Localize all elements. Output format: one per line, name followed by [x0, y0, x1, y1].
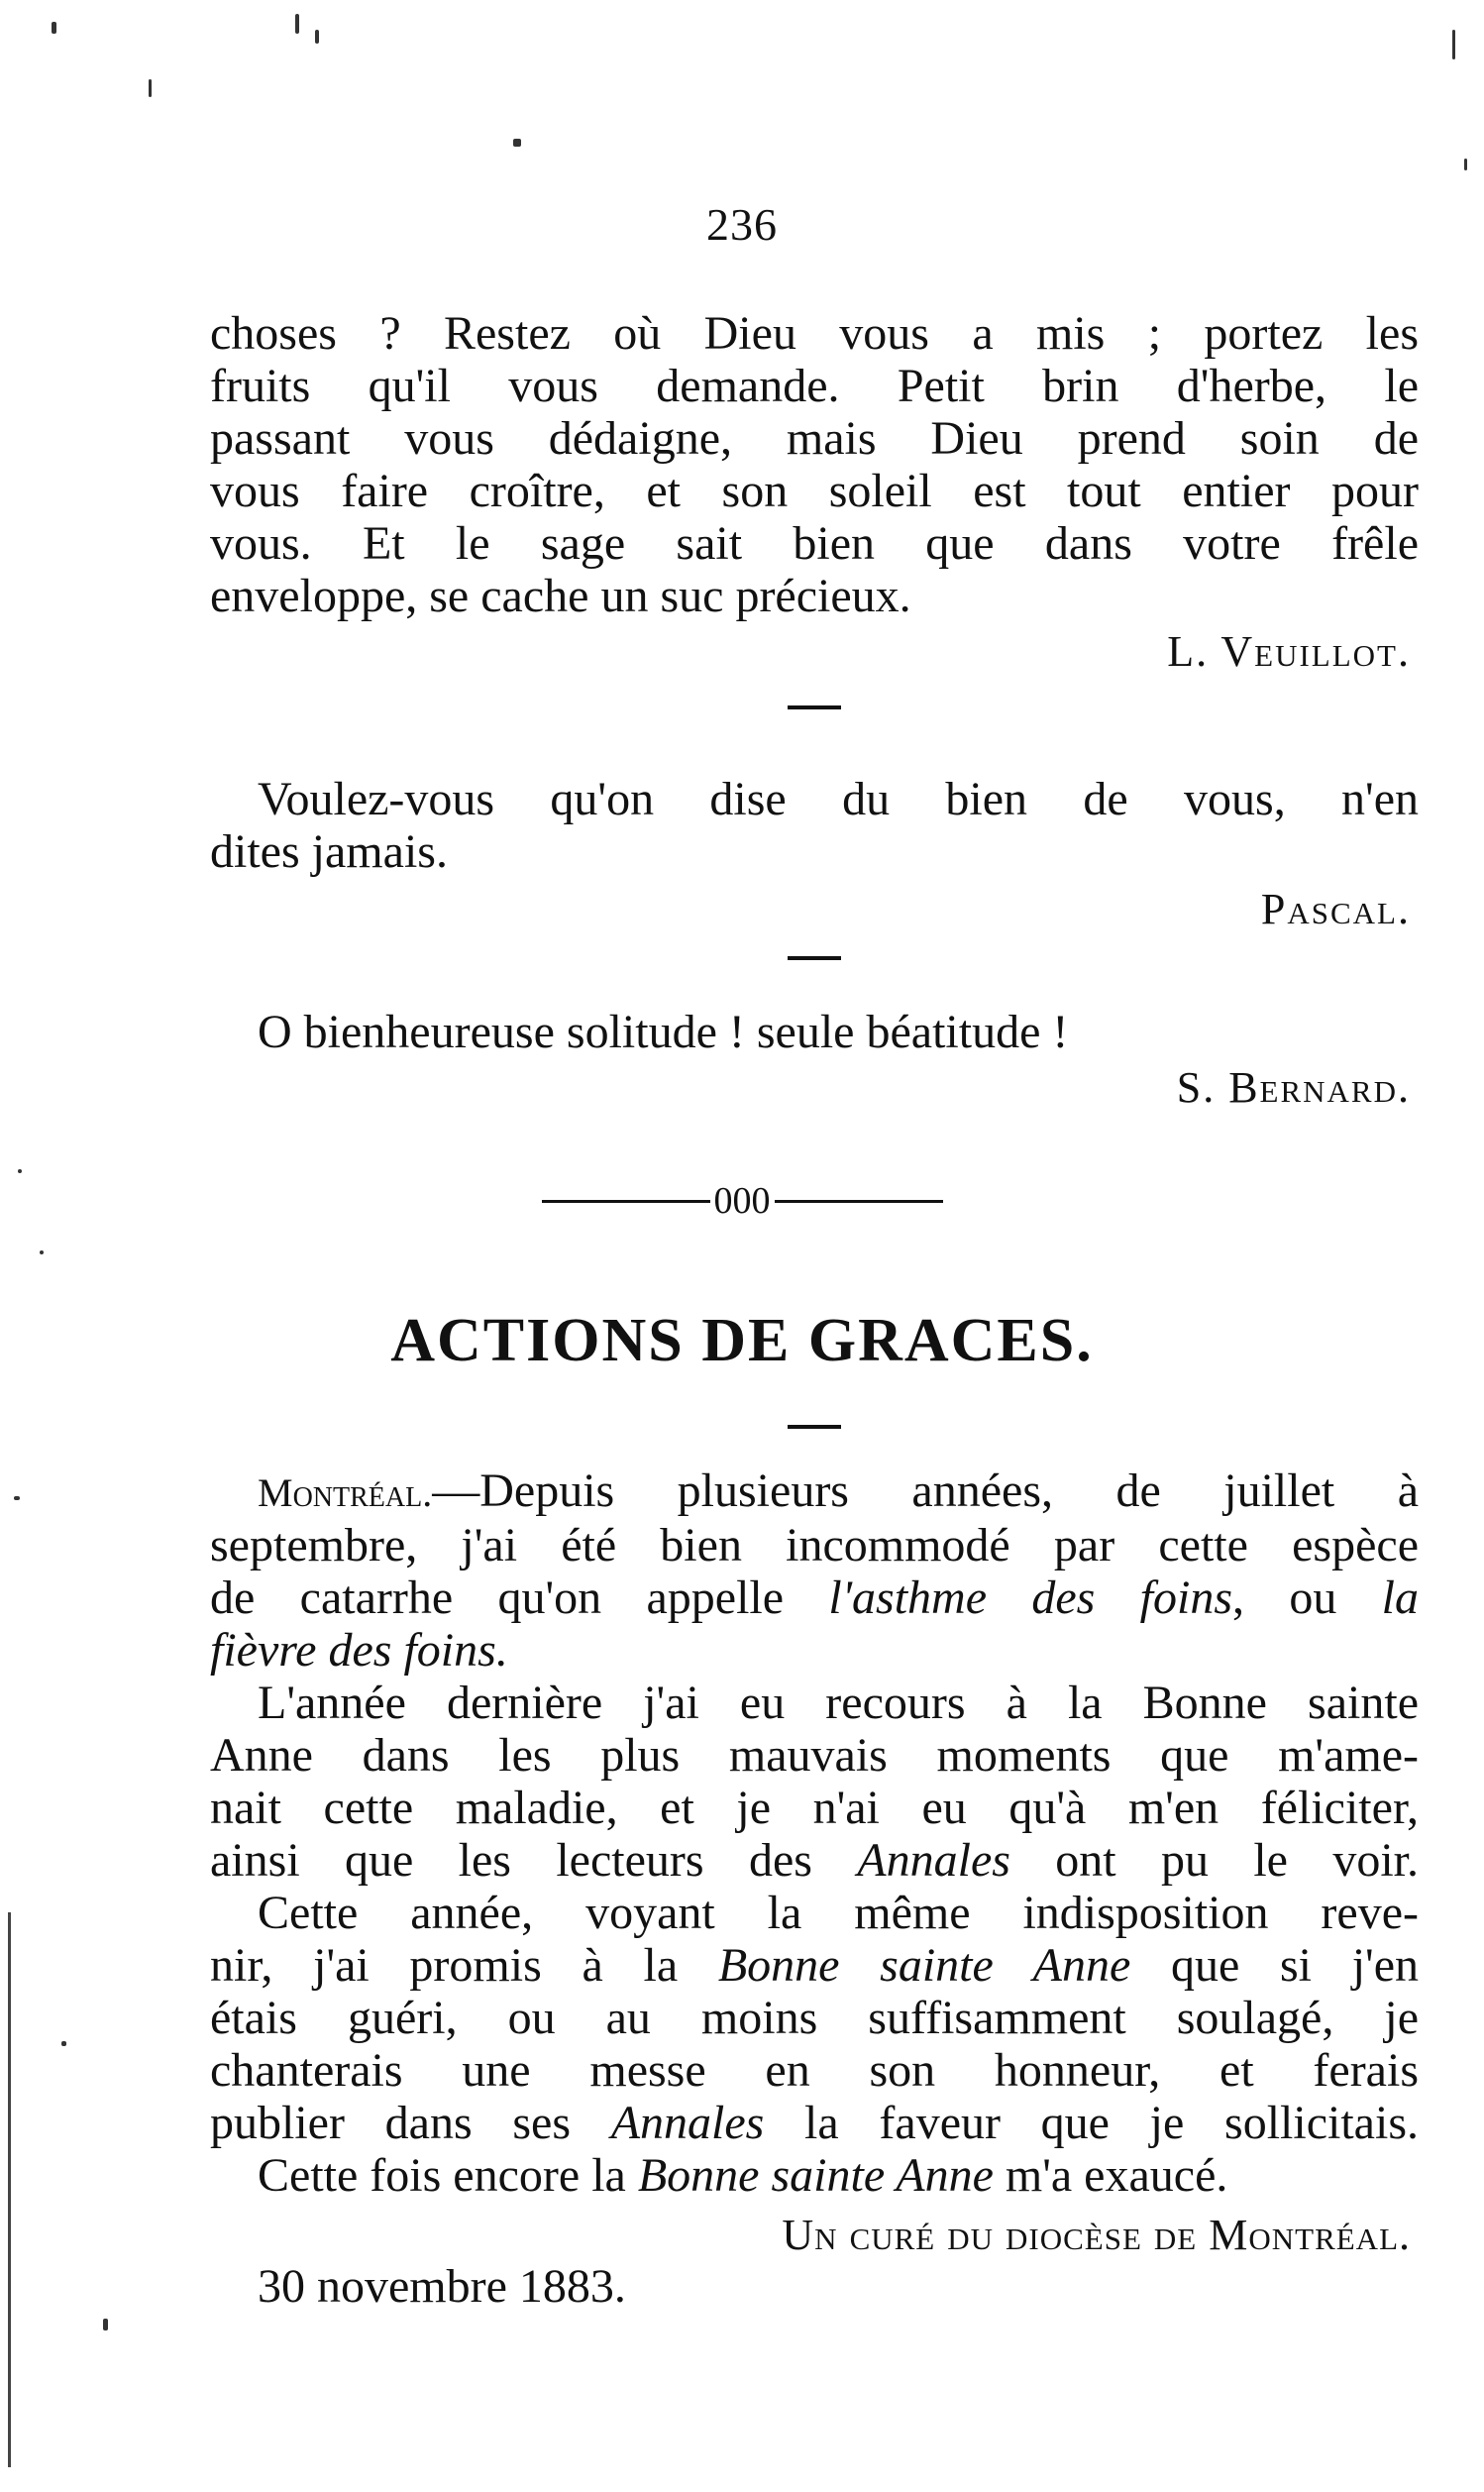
bernard-attribution: S. Bernard.: [1176, 1063, 1411, 1112]
veuillot-paragraph: [210, 307, 1419, 622]
text-run: Cette fois encore la: [258, 2149, 638, 2202]
text-run: que si j'en: [1130, 1939, 1419, 1992]
separator-dash: [788, 1425, 841, 1429]
text-line: dites jamais.: [210, 825, 448, 878]
text-run: , ou: [1232, 1571, 1382, 1624]
paragraph-1: [210, 1464, 1419, 1677]
text-line: nait cette maladie, et je n'ai eu qu'à m'en féliciter,: [210, 1782, 1419, 1834]
text-run: ont pu le voir.: [1009, 1834, 1420, 1887]
text-line: Cette année, voyant la même indisposition reve-: [258, 1887, 1419, 1939]
pascal-paragraph: [210, 773, 1419, 878]
italic-run: la: [1381, 1571, 1420, 1624]
italic-run: Bonne sainte Anne: [717, 1939, 1131, 1992]
text-line: septembre, j'ai été bien incommodé par cette espèce: [210, 1519, 1419, 1571]
italic-run: Bonne sainte Anne: [637, 2149, 994, 2202]
bernard-quote: [210, 1006, 1419, 1113]
ornament-rule: [542, 1200, 710, 1203]
pascal-quote: [210, 773, 1419, 934]
scan-speck: [103, 2319, 108, 2330]
scan-speck: [513, 139, 521, 147]
text-line: O bienheureuse solitude ! seule béatitude !: [258, 1006, 1069, 1058]
scan-speck: [40, 1250, 44, 1254]
paragraph-4: [210, 2149, 1419, 2202]
text-line: étais guéri, ou au moins suffisamment soulagé, je: [210, 1992, 1419, 2044]
scan-speck: [315, 30, 319, 44]
italic-run: l'asthme des foins: [828, 1571, 1232, 1624]
scan-speck: [1452, 30, 1455, 59]
scan-margin-line: [8, 1912, 11, 2467]
italic-run: Annales: [857, 1834, 1010, 1887]
scan-speck: [1464, 159, 1467, 170]
page-number: 236: [706, 199, 778, 250]
text-line: [210, 2097, 1419, 2149]
text-line: fièvre des foins.: [210, 1624, 508, 1677]
section-title: ACTIONS DE GRACES.: [390, 1307, 1094, 1374]
ornament-text: 000: [713, 1180, 771, 1222]
scan-speck: [295, 14, 299, 34]
date: 30 novembre 1883.: [258, 2260, 626, 2313]
ornament-rule: [775, 1200, 943, 1203]
text-line: [210, 1464, 1419, 1519]
text-line: Anne dans les plus mauvais moments que m'ame-: [210, 1729, 1419, 1782]
text-run: publier dans ses: [210, 2097, 611, 2149]
text-line: chanterais une messe en son honneur, et ferais: [210, 2044, 1419, 2097]
text-run: ainsi que les lecteurs des: [210, 1834, 858, 1887]
text-line: vous faire croître, et son soleil est tout entier pour: [210, 465, 1419, 517]
paragraph-2: [210, 1677, 1419, 1887]
text-line: [210, 1939, 1419, 1992]
text-line: L'année dernière j'ai eu recours à la Bonne sainte: [258, 1677, 1419, 1729]
veuillot-quote: [210, 307, 1419, 677]
text-run: la faveur que je sollicitais.: [764, 2097, 1420, 2149]
text-line: enveloppe, se cache un suc précieux.: [210, 570, 911, 622]
scan-speck: [52, 22, 56, 34]
text-line: choses ? Restez où Dieu vous a mis ; portez les: [210, 307, 1419, 360]
text-line: passant vous dédaigne, mais Dieu prend soin de: [210, 412, 1419, 465]
text-line: [210, 1834, 1419, 1887]
bernard-paragraph: [210, 1006, 1419, 1058]
signature: Un curé du diocèse de Montréal.: [782, 2211, 1411, 2259]
text-line: [210, 1571, 1419, 1624]
text-line: vous. Et le sage sait bien que dans votre frêle: [210, 517, 1419, 570]
scan-speck: [14, 1496, 20, 1500]
separator-dash: [788, 956, 841, 960]
text-run: de catarrhe qu'on appelle: [210, 1571, 829, 1624]
text-line: Voulez-vous qu'on dise du bien de vous, n'en: [258, 773, 1419, 825]
paragraph-3: [210, 1887, 1419, 2149]
text-line: [210, 2149, 1419, 2202]
text-run: —Depuis plusieurs années, de juillet à: [432, 1464, 1419, 1517]
veuillot-attribution: L. Veuillot.: [1167, 627, 1411, 676]
date-line: [210, 2260, 1419, 2313]
text-run: m'a exaucé.: [993, 2149, 1228, 2202]
scan-speck: [149, 79, 152, 97]
italic-run: Annales: [610, 2097, 765, 2149]
place-name: Montréal.: [258, 1470, 433, 1515]
separator-dash: [788, 705, 841, 709]
section-body: [210, 1464, 1419, 2313]
text-run: nir, j'ai promis à la: [210, 1939, 718, 1992]
pascal-attribution: Pascal.: [1260, 885, 1411, 933]
text-line: fruits qu'il vous demande. Petit brin d'herbe, le: [210, 360, 1419, 412]
scan-speck: [61, 2041, 66, 2046]
section-ornament: [0, 1179, 1484, 1223]
scan-speck: [18, 1169, 22, 1173]
